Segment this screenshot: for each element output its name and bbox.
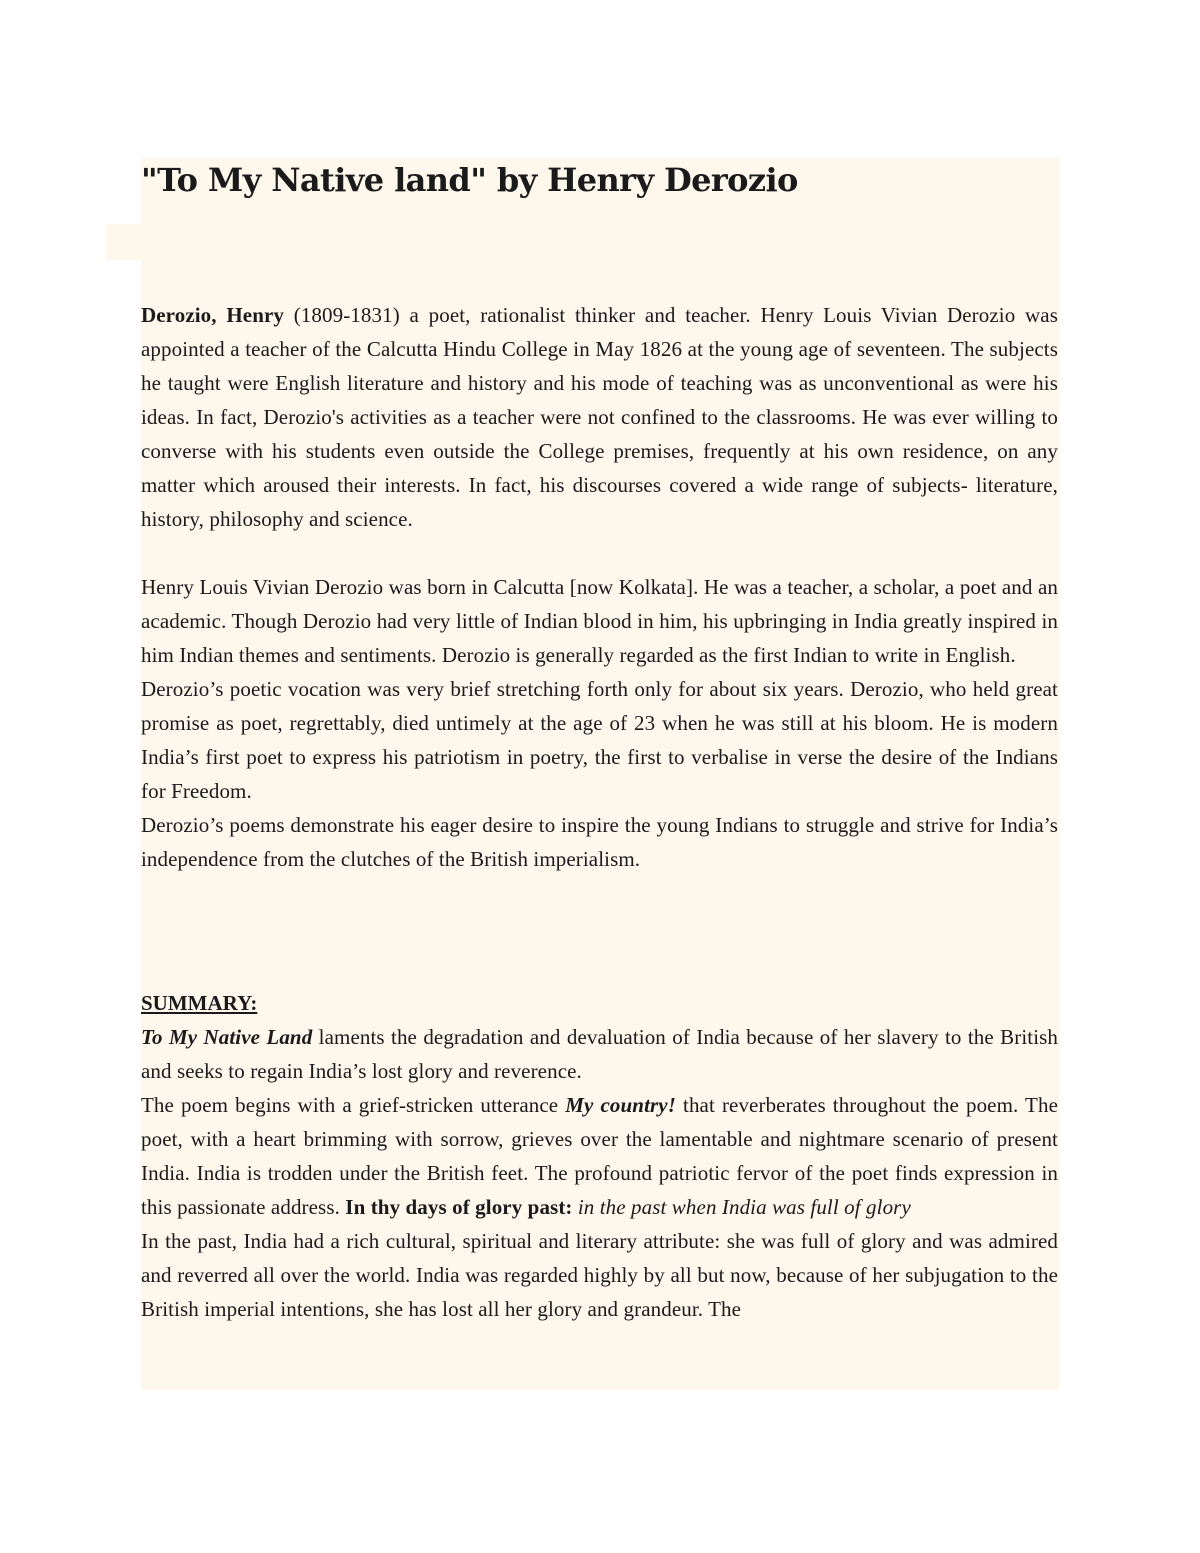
birth-paragraph: Henry Louis Vivian Derozio was born in Calcutta [now Kolkata]. He was a teacher, a scholar, a poet and an academic. Though Derozio had very little of Indian blood in him, his upbringing in India greatly inspired in him Indian themes and sentiments. Derozio is generally regarded as the first Indian to write in English. — [141, 575, 1058, 667]
highlight-background-tab — [106, 224, 142, 260]
summary-p2-line: In thy days of glory past: — [345, 1195, 573, 1219]
summary-heading: SUMMARY: — [141, 991, 258, 1015]
summary-p2-quote: My country! — [565, 1093, 676, 1117]
summary-p1-text: laments the degradation and devaluation of India because of her slavery to the British and seeks to regain India’s lost glory and reverence. — [141, 1025, 1059, 1083]
summary-p2-a: The poem begins with a grief-stricken utterance — [141, 1093, 566, 1117]
document-content — [141, 158, 1058, 1326]
bio-name: Derozio, Henry — [141, 303, 284, 327]
poems-paragraph: Derozio’s poems demonstrate his eager desire to inspire the young Indians to struggle and strive for India’s independence from the clutches of the British imperialism. — [141, 813, 1058, 871]
summary-paragraph-3: In the past, India had a rich cultural, spiritual and literary attribute: she was full of glory and was admired and reverred all over the world. India was regarded highly by all but now, because of her subjugation to the British imperial intentions, she has lost all her glory and grandeur. The — [141, 1229, 1058, 1321]
summary-paragraph-2 — [141, 1088, 1058, 1224]
summary-p2-c: that reverberates throughout the poem. The poet, with a heart brimming with sorrow, grieves over the lamentable and nightmare scenario of present India. India is trodden under the British feet. The profound patriotic fervor of the poet finds expression in this passionate address. — [141, 1093, 1058, 1219]
summary-p2-gloss: in the past when India was full of glory — [572, 1195, 911, 1219]
summary-paragraph-1 — [141, 1020, 1058, 1088]
bio-text: (1809-1831) a poet, rationalist thinker and teacher. Henry Louis Vivian Derozio was appointed a teacher of the Calcutta Hindu College in May 1826 at the young age of seventeen. The subjects he taught were English literature and history and his mode of teaching was as unconventional as were his ideas. In fact, Derozio's activities as a teacher were not confined to the classrooms. He was ever willing to converse with his students even outside the College premises, frequently at his own residence, on any matter which aroused their interests. In fact, his discourses covered a wide range of subjects- literature, history, philosophy and science. — [141, 303, 1058, 531]
bio-paragraph — [141, 298, 1058, 536]
page-title: "To My Native land" by Henry Derozio — [141, 161, 798, 199]
vocation-paragraph: Derozio’s poetic vocation was very brief stretching forth only for about six years. Derozio, who held great promise as poet, regrettably, died untimely at the age of 23 when he was still at his bloom. He is modern India’s first poet to express his patriotism in poetry, the first to verbalise in verse the desire of the Indians for Freedom. — [141, 677, 1058, 803]
poem-title: To My Native Land — [141, 1025, 313, 1049]
